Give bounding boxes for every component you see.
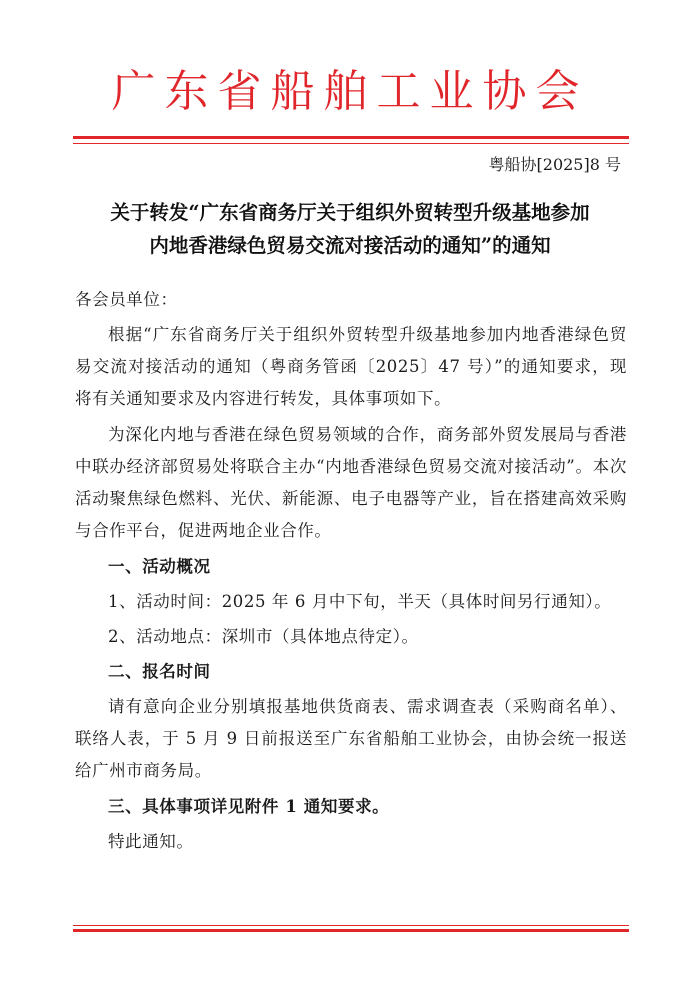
document-title-line-2: 内地香港绿色贸易交流对接活动的通知”的通知 bbox=[149, 234, 551, 257]
registration-text: 请有意向企业分别填报基地供货商表、需求调查表（采购商名单）、联络人表，于 5 月 9 日前报送至广东省船舶工业协会，由协会统一报送给广州市商务局。 bbox=[75, 697, 627, 780]
section-heading-details: 三、具体事项详见附件 1 通知要求。 bbox=[108, 797, 390, 816]
section-heading-overview: 一、活动概况 bbox=[108, 557, 211, 576]
footer-divider-thin bbox=[73, 925, 629, 926]
organization-header: 广东省船舶工业协会 bbox=[111, 66, 589, 117]
overview-item-time: 1、活动时间：2025 年 6 月中下旬，半天（具体时间另行通知）。 bbox=[108, 592, 612, 611]
document-body bbox=[75, 284, 627, 861]
document-title-line-1: 关于转发“广东省商务厅关于组织外贸转型升级基地参加 bbox=[110, 201, 590, 224]
paragraph-intro: 根据“广东省商务厅关于组织外贸转型升级基地参加内地香港绿色贸易交流对接活动的通知（粤商务管函〔2025〕47 号）”的通知要求，现将有关通知要求及内容进行转发，具体事项如下。 bbox=[75, 325, 627, 408]
closing-text: 特此通知。 bbox=[108, 832, 194, 851]
paragraph-background: 为深化内地与香港在绿色贸易领域的合作，商务部外贸发展局与香港中联办经济部贸易处将联合主办“内地香港绿色贸易交流对接活动”。本次活动聚焦绿色燃料、光伏、新能源、电子电器等产业，旨在搭建高效采购与合作平台，促进两地企业合作。 bbox=[75, 425, 627, 540]
footer-divider-thick bbox=[73, 929, 629, 932]
salutation: 各会员单位： bbox=[75, 290, 178, 309]
overview-item-location: 2、活动地点：深圳市（具体地点待定）。 bbox=[108, 627, 419, 646]
document-number: 粤船协[2025]8 号 bbox=[488, 155, 621, 174]
document-title bbox=[72, 196, 628, 262]
section-heading-registration: 二、报名时间 bbox=[108, 662, 211, 681]
header-divider-thin bbox=[73, 143, 629, 144]
header-divider-thick bbox=[73, 136, 629, 139]
